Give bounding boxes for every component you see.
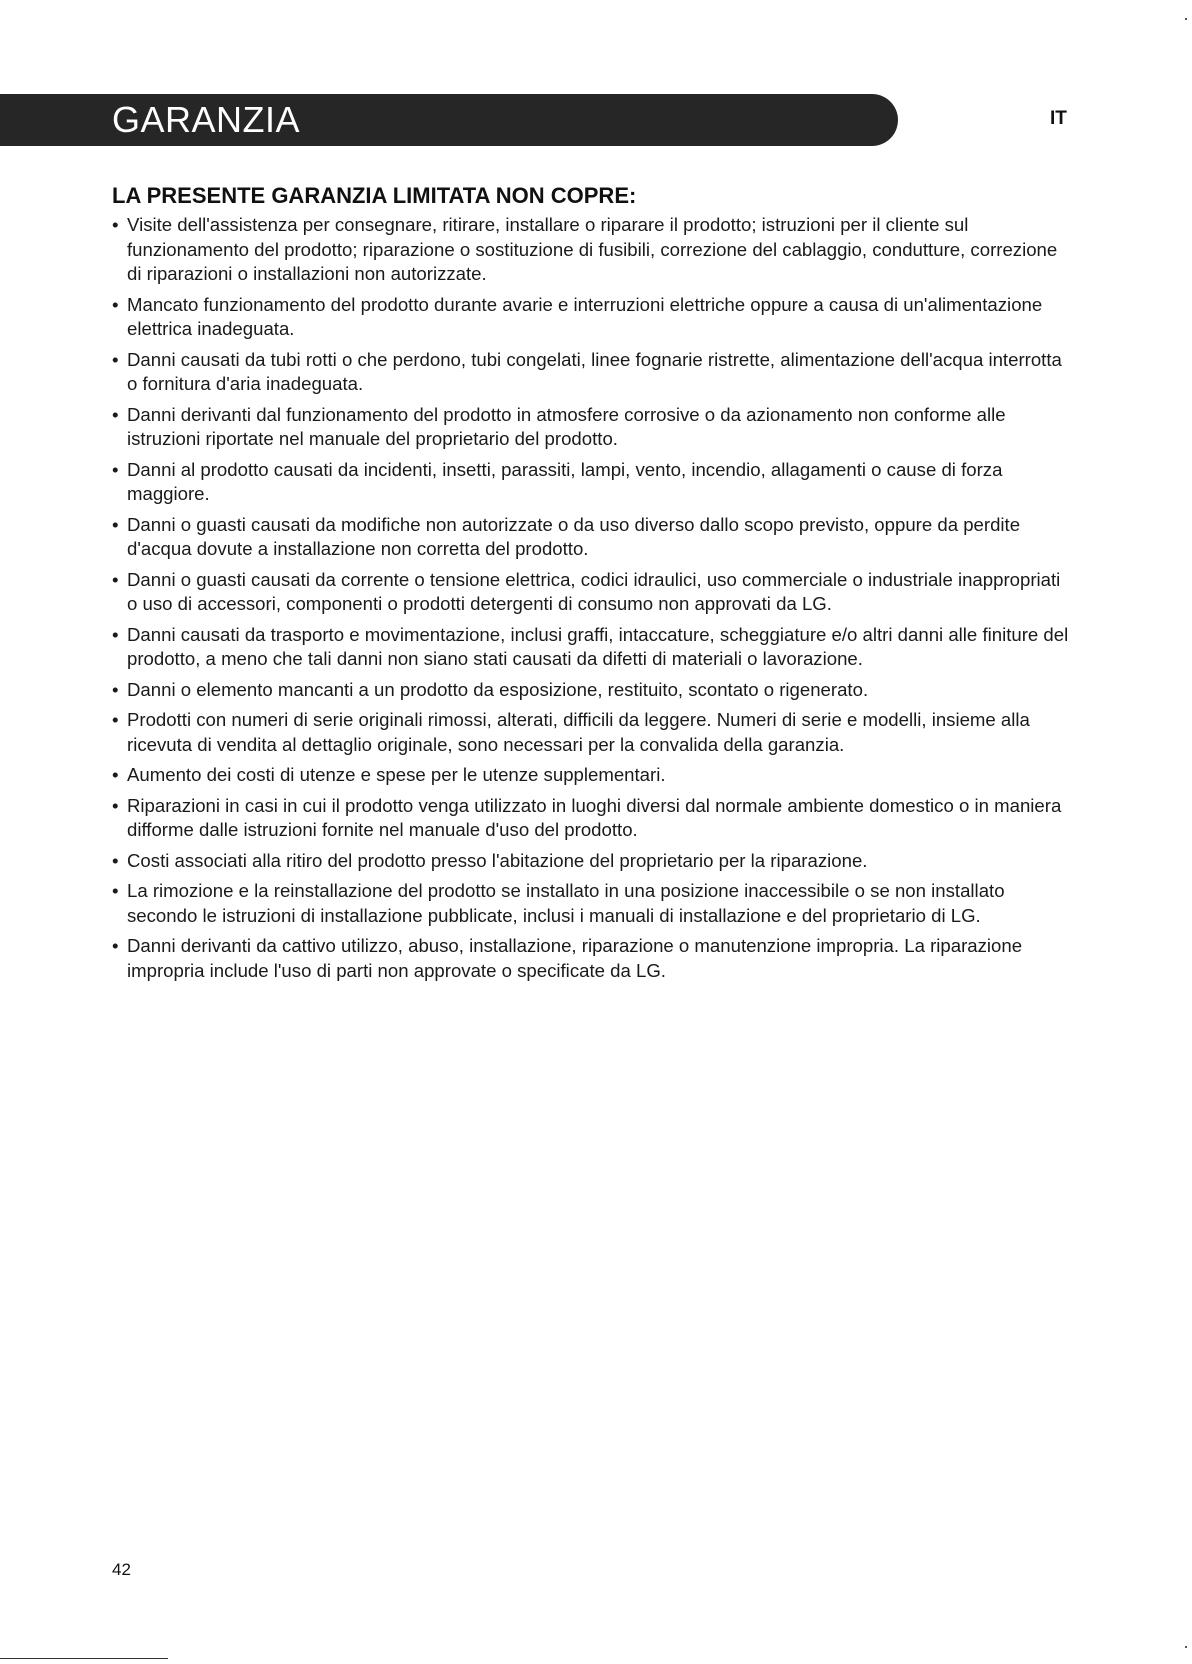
exclusions-list xyxy=(112,213,1072,989)
crop-mark xyxy=(1185,18,1187,20)
list-item-text: Danni derivanti dal funzionamento del prodotto in atmosfere corrosive o da azionamento non conforme alle istruzioni riportate nel manuale del proprietario del prodotto. xyxy=(127,403,1006,449)
list-item-text: Visite dell'assistenza per consegnare, ritirare, installare o riparare il prodotto; istruzioni per il cliente sul funzionamento del prodotto; riparazione o sostituzione di fusibili, correzione del cablaggio, condutture, correzione di riparazioni o installazioni non autorizzate. xyxy=(127,214,1058,284)
bullet-icon: • xyxy=(112,709,119,730)
bullet-icon: • xyxy=(112,568,119,590)
footer-divider xyxy=(0,1658,168,1659)
bullet-icon: • xyxy=(112,935,119,956)
bullet-icon: • xyxy=(112,794,119,816)
bullet-icon: • xyxy=(112,764,119,785)
list-item-text: Danni o guasti causati da corrente o tensione elettrica, codici idraulici, uso commerciale o industriale inappropriati o uso di accessori, componenti o prodotti detergenti di consumo non approvati da LG. xyxy=(127,568,1061,614)
bullet-icon: • xyxy=(112,513,119,535)
list-item xyxy=(112,403,1072,452)
list-item-text: Danni causati da trasporto e movimentazione, inclusi graffi, intaccature, scheggiature e/o altri danni alle finiture del prodotto, a meno che tali danni non siano stati causati da difetti di materiali o lavorazione. xyxy=(127,623,1069,669)
list-item xyxy=(112,213,1072,287)
bullet-icon: • xyxy=(112,458,119,480)
list-item-text: Riparazioni in casi in cui il prodotto venga utilizzato in luoghi diversi dal normale ambiente domestico o in maniera difforme dalle istruzioni fornite nel manuale d'uso del prodotto. xyxy=(127,794,1062,840)
bullet-icon: • xyxy=(112,293,119,315)
bullet-icon: • xyxy=(112,880,119,901)
list-item xyxy=(112,763,1072,788)
list-item xyxy=(112,513,1072,562)
list-item xyxy=(112,849,1072,874)
list-item-text: La rimozione e la reinstallazione del prodotto se installato in una posizione inaccessibile o se non installato secondo le istruzioni di installazione pubblicate, inclusi i manuali di installazione e del proprietario di LG. xyxy=(127,880,1005,926)
list-item xyxy=(112,623,1072,672)
page-number: 42 xyxy=(112,1560,131,1579)
bullet-icon: • xyxy=(112,849,119,871)
list-item-text: Danni o guasti causati da modifiche non autorizzate o da uso diverso dallo scopo previsto, oppure da perdite d'acqua dovute a installazione non corretta del prodotto. xyxy=(127,513,1021,559)
bullet-icon: • xyxy=(112,623,119,645)
bullet-icon: • xyxy=(112,403,119,425)
section-heading: LA PRESENTE GARANZIA LIMITATA NON COPRE: xyxy=(112,183,637,208)
crop-mark xyxy=(1185,1646,1187,1648)
list-item-text: Danni al prodotto causati da incidenti, insetti, parassiti, lampi, vento, incendio, allagamenti o cause di forza maggiore. xyxy=(127,458,1003,504)
bullet-icon: • xyxy=(112,348,119,370)
list-item-text: Costi associati alla ritiro del prodotto presso l'abitazione del proprietario per la riparazione. xyxy=(127,849,868,871)
list-item-text: Aumento dei costi di utenze e spese per le utenze supplementari. xyxy=(127,764,666,785)
list-item-text: Danni derivanti da cattivo utilizzo, abuso, installazione, riparazione o manutenzione impropria. La riparazione impropria include l'uso di parti non approvate o specificate da LG. xyxy=(127,935,1023,981)
bullet-icon: • xyxy=(112,214,119,235)
list-item xyxy=(112,678,1072,703)
list-item-text: Danni causati da tubi rotti o che perdono, tubi congelati, linee fognarie ristrette, alimentazione dell'acqua interrotta o fornitura d'aria inadeguata. xyxy=(127,348,1062,394)
list-item xyxy=(112,458,1072,507)
language-code: IT xyxy=(1050,108,1067,129)
list-item-text: Mancato funzionamento del prodotto durante avarie e interruzioni elettriche oppure a causa di un'alimentazione elettrica inadeguata. xyxy=(127,293,1043,339)
list-item xyxy=(112,794,1072,843)
list-item xyxy=(112,293,1072,342)
list-item-text: Danni o elemento mancanti a un prodotto da esposizione, restituito, scontato o rigenerato. xyxy=(127,678,869,700)
list-item xyxy=(112,879,1072,928)
list-item xyxy=(112,568,1072,617)
list-item xyxy=(112,934,1072,983)
bullet-icon: • xyxy=(112,678,119,700)
section-header-bar xyxy=(0,94,898,146)
list-item-text: Prodotti con numeri di serie originali rimossi, alterati, difficili da leggere. Numeri di serie e modelli, insieme alla ricevuta di vendita al dettaglio originale, sono necessari per la convalida della garanzia. xyxy=(127,709,1030,755)
list-item xyxy=(112,708,1072,757)
page-title: GARANZIA xyxy=(112,99,301,140)
list-item xyxy=(112,348,1072,397)
